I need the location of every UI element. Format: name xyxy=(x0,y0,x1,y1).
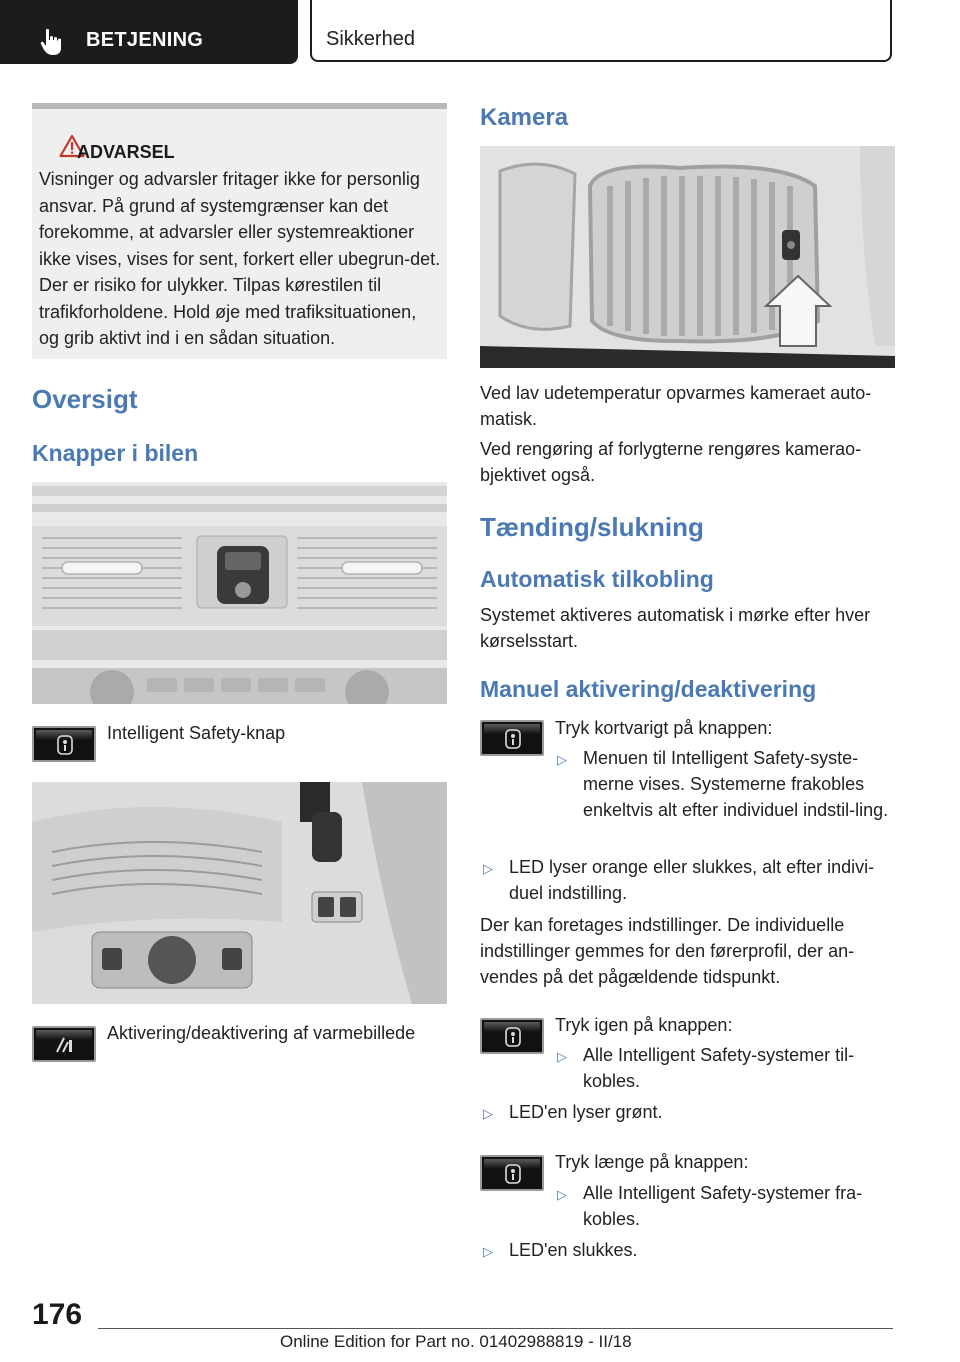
bullet-led-green: LED'en lyser grønt. xyxy=(509,1102,663,1122)
kamera-paragraph-1: Ved lav udetemperatur opvarmes kameraet auto-matisk. xyxy=(480,383,872,429)
bullet-icon: ▷ xyxy=(557,1049,567,1064)
footer-divider xyxy=(98,1328,893,1329)
step3-bullet: Alle Intelligent Safety-systemer fra-kobles. xyxy=(583,1183,863,1229)
kamera-paragraph-2: Ved rengøring af forlygterne rengøres kamerao-bjektivet også. xyxy=(480,439,862,485)
heading-oversigt: Oversigt xyxy=(32,384,138,414)
heading-kamera: Kamera xyxy=(480,104,569,131)
bullet-icon: ▷ xyxy=(557,1187,567,1202)
safety-symbol-icon xyxy=(504,1026,522,1048)
thermal-image-icon xyxy=(32,1026,96,1062)
chapter-label: BETJENING xyxy=(86,29,204,51)
heading-taending: Tænding/slukning xyxy=(480,512,704,542)
heading-automatisk: Automatisk tilkobling xyxy=(480,566,714,592)
step2-label: Tryk igen på knappen: xyxy=(555,1015,733,1035)
heading-manuel: Manuel aktivering/deaktivering xyxy=(480,676,817,702)
bullet-icon: ▷ xyxy=(557,752,567,767)
section-tab xyxy=(310,0,892,62)
step1-label: Tryk kortvarigt på knappen: xyxy=(555,718,773,738)
step3-label: Tryk længe på knappen: xyxy=(555,1152,749,1172)
page-number: 176 xyxy=(32,1298,83,1331)
safety-button-icon xyxy=(480,1018,544,1054)
grille-illustration xyxy=(480,146,895,368)
caption-thermal: Aktivering/deaktivering af varmebillede xyxy=(107,1023,416,1043)
bullet-icon: ▷ xyxy=(483,1106,493,1121)
thermal-symbol-icon xyxy=(54,1034,76,1056)
settings-paragraph: Der kan foretages indstillinger. De individuelle indstillinger gemmes for den førerprofil, der an-vendes på det pågældende tidspunkt. xyxy=(480,915,855,987)
bullet-icon: ▷ xyxy=(483,1244,493,1259)
safety-symbol-icon xyxy=(504,728,522,750)
safety-button-icon xyxy=(480,720,544,756)
light-switch-photo xyxy=(32,782,447,1004)
caption-safety-button: Intelligent Safety-knap xyxy=(107,723,286,743)
bullet-led-off: LED'en slukkes. xyxy=(509,1240,638,1260)
kidney-grille-camera-photo xyxy=(480,146,895,368)
bullet-led-orange: LED lyser orange eller slukkes, alt efter indivi-duel indstilling. xyxy=(509,857,875,903)
safety-button-icon xyxy=(480,1155,544,1191)
warning-title: ADVARSEL xyxy=(77,142,175,162)
edition-text: Online Edition for Part no. 01402988819 - II/18 xyxy=(280,1332,632,1351)
safety-symbol-icon xyxy=(56,734,74,756)
section-label: Sikkerhed xyxy=(326,28,415,50)
chapter-tab xyxy=(0,0,298,64)
safety-symbol-icon xyxy=(504,1163,522,1185)
hand-pointer-icon xyxy=(40,28,66,56)
warning-text: Visninger og advarsler fritager ikke for personlig ansvar. På grund af systemgrænser kan det forekomme, at advarsler eller systemreaktioner ikke vises, vises for sent, forkert eller ubegrun-det. Der er risiko for ulykker. Tilpas kørestilen til trafikforholdene. Hold øje med trafiksituationen, og grib aktivt ind i en sådan situation. xyxy=(39,169,441,348)
light-switch-illustration xyxy=(32,782,447,1004)
auto-paragraph: Systemet aktiveres automatisk i mørke efter hver kørselsstart. xyxy=(480,605,871,651)
step1-bullet: Menuen til Intelligent Safety-syste-merne vises. Systemerne frakobles enkeltvis alt efter individuel indstil-ling. xyxy=(583,748,889,820)
dashboard-illustration xyxy=(32,482,447,704)
warning-box xyxy=(32,103,447,359)
safety-button-icon xyxy=(32,726,96,762)
dashboard-button-photo xyxy=(32,482,447,704)
heading-knapper: Knapper i bilen xyxy=(32,440,199,466)
step2-bullet: Alle Intelligent Safety-systemer til-kobles. xyxy=(583,1045,855,1091)
bullet-icon: ▷ xyxy=(483,861,493,876)
